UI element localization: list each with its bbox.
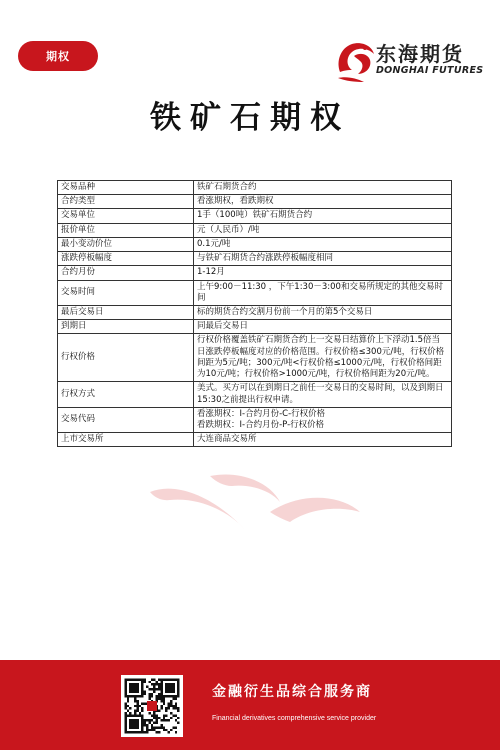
row-value: 行权价格覆盖铁矿石期货合约上一交易日结算价上下浮动1.5倍当日涨跌停板幅度对应的价格范围。行权价格≤300元/吨，行权价格间距为5元/吨；300元/吨<行权价格≤1000元/吨，行权价格间距为10元/吨；行权价格>1000元/吨，行权价格间距为20元/吨。 <box>194 334 452 382</box>
row-value: 上午9:00－11:30 ，下午1:30－3:00和交易所规定的其他交易时间 <box>194 280 452 305</box>
table-row <box>58 320 452 334</box>
row-value: 美式。买方可以在到期日之前任一交易日的交易时间，以及到期日15:30之前提出行权申请。 <box>194 382 452 407</box>
table-row <box>58 181 452 195</box>
row-label: 上市交易所 <box>58 433 194 447</box>
row-value: 1手（100吨）铁矿石期货合约 <box>194 209 452 223</box>
watermark-logo <box>150 472 360 532</box>
table-row <box>58 433 452 447</box>
row-value <box>194 407 452 432</box>
row-label: 最后交易日 <box>58 305 194 319</box>
category-tag: 期权 <box>18 41 98 71</box>
table-row <box>58 334 452 382</box>
footer-banner <box>0 660 500 750</box>
row-value: 元（人民币）/吨 <box>194 223 452 237</box>
row-value: 0.1元/吨 <box>194 237 452 251</box>
row-label: 交易时间 <box>58 280 194 305</box>
table-row <box>58 223 452 237</box>
row-value: 标的期货合约交割月份前一个月的第5个交易日 <box>194 305 452 319</box>
table-row <box>58 195 452 209</box>
row-label: 报价单位 <box>58 223 194 237</box>
page-title: 铁矿石期权 <box>150 100 350 136</box>
table-row <box>58 305 452 319</box>
row-value: 与铁矿石期货合约涨跌停板幅度相同 <box>194 252 452 266</box>
row-label: 交易品种 <box>58 181 194 195</box>
row-value: 看涨期权，看跌期权 <box>194 195 452 209</box>
row-label: 最小变动价位 <box>58 237 194 251</box>
row-label: 交易代码 <box>58 407 194 432</box>
table-row <box>58 280 452 305</box>
row-label: 到期日 <box>58 320 194 334</box>
row-label: 行权方式 <box>58 382 194 407</box>
footer-slogan-cn: 金融衍生品综合服务商 <box>212 684 372 700</box>
row-value-line: 看涨期权：I-合约月份-C-行权价格 <box>197 408 326 419</box>
brand-name-en: DONGHAI FUTURES <box>376 65 484 76</box>
table-row <box>58 407 452 432</box>
row-label: 合约月份 <box>58 266 194 280</box>
row-value: 铁矿石期货合约 <box>194 181 452 195</box>
row-value: 1-12月 <box>194 266 452 280</box>
qr-code-icon <box>121 675 183 737</box>
table-row <box>58 266 452 280</box>
table-row <box>58 237 452 251</box>
brand-name-cn: 东海期货 <box>376 42 464 66</box>
dragon-logo-icon <box>332 36 378 84</box>
contract-spec-table <box>57 180 452 447</box>
table-row <box>58 209 452 223</box>
row-label: 涨跌停板幅度 <box>58 252 194 266</box>
row-value-line: 看跌期权：I-合约月份-P-行权价格 <box>197 419 325 430</box>
footer-slogan-en: Financial derivatives comprehensive service provider <box>212 715 377 722</box>
row-label: 交易单位 <box>58 209 194 223</box>
row-label: 合约类型 <box>58 195 194 209</box>
row-value: 大连商品交易所 <box>194 433 452 447</box>
row-value: 同最后交易日 <box>194 320 452 334</box>
row-label: 行权价格 <box>58 334 194 382</box>
table-row <box>58 252 452 266</box>
table-row <box>58 382 452 407</box>
brand-logo-block <box>332 36 482 86</box>
